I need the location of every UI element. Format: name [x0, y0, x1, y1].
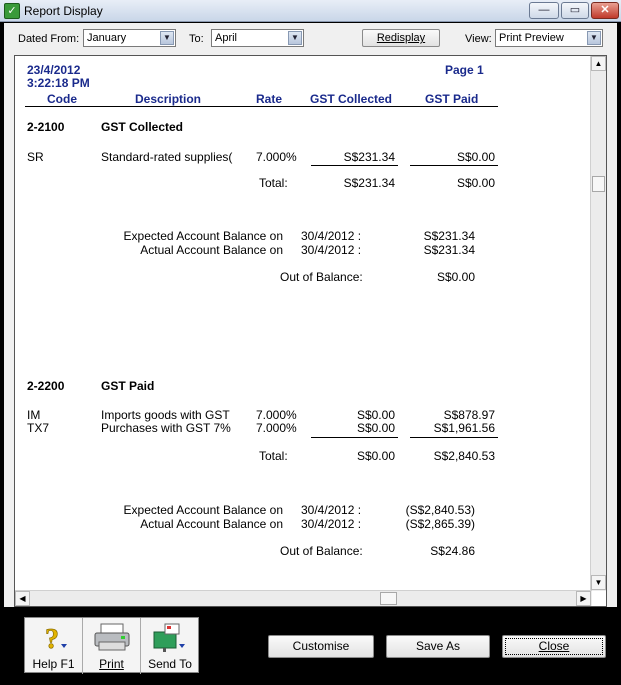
window-title: Report Display — [24, 4, 103, 18]
title-bar[interactable] — [0, 0, 621, 22]
print-label: Print — [99, 657, 124, 671]
scroll-right-icon[interactable]: ▶ — [576, 591, 591, 606]
action-button-group — [24, 617, 199, 673]
row-rate: 7.000% — [256, 408, 297, 422]
page-number: Page 1 — [445, 63, 484, 77]
print-button[interactable] — [83, 618, 141, 674]
expected-balance-date: 30/4/2012 : — [301, 229, 362, 243]
save-as-label: Save As — [415, 639, 461, 653]
row-description: Standard-rated supplies( — [101, 150, 233, 164]
row-gst-collected: S$0.00 — [356, 408, 395, 422]
total-label: Total: — [259, 449, 288, 463]
dated-from-select[interactable] — [83, 29, 176, 47]
section-title: GST Paid — [101, 379, 155, 393]
header-divider — [25, 106, 498, 107]
printer-icon — [93, 622, 131, 652]
actual-balance-label: Actual Account Balance on — [140, 243, 283, 257]
row-gst-paid: S$878.97 — [443, 408, 495, 422]
chevron-down-icon[interactable]: ▼ — [587, 31, 601, 45]
total-rule — [311, 165, 398, 166]
customise-button[interactable] — [268, 635, 374, 658]
total-gst-paid: S$2,840.53 — [433, 449, 495, 463]
actual-balance-date: 30/4/2012 : — [301, 243, 362, 257]
close-button[interactable] — [502, 635, 606, 658]
row-rate: 7.000% — [256, 150, 297, 164]
expected-balance-date: 30/4/2012 : — [301, 503, 362, 517]
row-rate: 7.000% — [256, 421, 297, 435]
row-code: TX7 — [27, 421, 50, 435]
horizontal-scrollbar[interactable] — [15, 590, 592, 606]
customise-label: Customise — [292, 639, 350, 653]
row-gst-paid: S$0.00 — [456, 150, 495, 164]
view-value: Print Preview — [499, 32, 564, 44]
close-label: Close — [538, 639, 570, 653]
vertical-scrollbar[interactable] — [590, 56, 606, 591]
actual-balance-value: (S$2,865.39) — [405, 517, 475, 531]
row-gst-collected: S$0.00 — [356, 421, 395, 435]
scroll-left-icon[interactable]: ◀ — [15, 591, 30, 606]
view-label: View: — [465, 33, 492, 45]
expected-balance-label: Expected Account Balance on — [123, 503, 283, 517]
total-gst-collected: S$231.34 — [343, 176, 395, 190]
chevron-down-icon[interactable]: ▼ — [160, 31, 174, 45]
to-select[interactable] — [211, 29, 304, 47]
send-to-button[interactable] — [141, 618, 199, 674]
column-header-gst-paid: GST Paid — [425, 92, 479, 106]
section-code: 2-2100 — [27, 120, 65, 134]
row-code: SR — [27, 150, 44, 164]
total-label: Total: — [259, 176, 288, 190]
report-preview — [14, 55, 607, 607]
client-area — [4, 23, 617, 607]
column-header-gst-collected: GST Collected — [310, 92, 393, 106]
to-value: April — [215, 32, 238, 44]
row-gst-collected: S$231.34 — [343, 150, 395, 164]
actual-balance-label: Actual Account Balance on — [140, 517, 283, 531]
redisplay-label: Redisplay — [376, 32, 426, 44]
scroll-down-icon[interactable]: ▼ — [591, 575, 606, 590]
out-of-balance-value: S$0.00 — [436, 270, 475, 284]
view-select[interactable] — [495, 29, 603, 47]
row-description: Purchases with GST 7% — [101, 421, 231, 435]
horizontal-scroll-thumb[interactable] — [380, 592, 397, 605]
vertical-scroll-thumb[interactable] — [592, 176, 605, 192]
expected-balance-label: Expected Account Balance on — [123, 229, 283, 243]
report-date: 23/4/2012 — [27, 63, 81, 77]
row-code: IM — [27, 408, 41, 422]
redisplay-button[interactable] — [362, 29, 440, 47]
report-toolbar — [4, 23, 617, 53]
close-window-button[interactable]: ✕ — [591, 2, 619, 19]
dated-from-value: January — [87, 32, 127, 44]
actual-balance-date: 30/4/2012 : — [301, 517, 362, 531]
svg-text:?: ? — [45, 624, 59, 652]
out-of-balance-label: Out of Balance: — [280, 544, 363, 558]
expected-balance-value: S$231.34 — [423, 229, 475, 243]
help-label: Help F1 — [32, 657, 75, 671]
chevron-down-icon[interactable]: ▼ — [288, 31, 302, 45]
expected-balance-value: (S$2,840.53) — [405, 503, 475, 517]
total-rule — [410, 437, 498, 438]
total-rule — [311, 437, 398, 438]
column-header-rate: Rate — [256, 92, 283, 106]
column-header-description: Description — [135, 92, 202, 106]
mailbox-icon — [151, 622, 189, 652]
section-code: 2-2200 — [27, 379, 65, 393]
row-description: Imports goods with GST — [101, 408, 230, 422]
total-rule — [410, 165, 498, 166]
out-of-balance-value: S$24.86 — [430, 544, 475, 558]
maximize-button[interactable]: ▭ — [561, 2, 589, 19]
actual-balance-value: S$231.34 — [423, 243, 475, 257]
total-gst-paid: S$0.00 — [456, 176, 495, 190]
app-icon: ✓ — [4, 3, 20, 19]
row-gst-paid: S$1,961.56 — [433, 421, 495, 435]
report-time: 3:22:18 PM — [27, 76, 90, 90]
to-label: To: — [189, 33, 204, 45]
out-of-balance-label: Out of Balance: — [280, 270, 363, 284]
save-as-button[interactable] — [386, 635, 490, 658]
scroll-up-icon[interactable]: ▲ — [591, 56, 606, 71]
section-title: GST Collected — [101, 120, 184, 134]
help-icon — [39, 622, 69, 652]
column-header-code: Code — [47, 92, 77, 106]
dated-from-label: Dated From: — [18, 33, 80, 45]
help-button[interactable] — [25, 618, 83, 674]
total-gst-collected: S$0.00 — [356, 449, 395, 463]
send-to-label: Send To — [148, 657, 192, 671]
minimize-button[interactable]: — — [529, 2, 559, 19]
